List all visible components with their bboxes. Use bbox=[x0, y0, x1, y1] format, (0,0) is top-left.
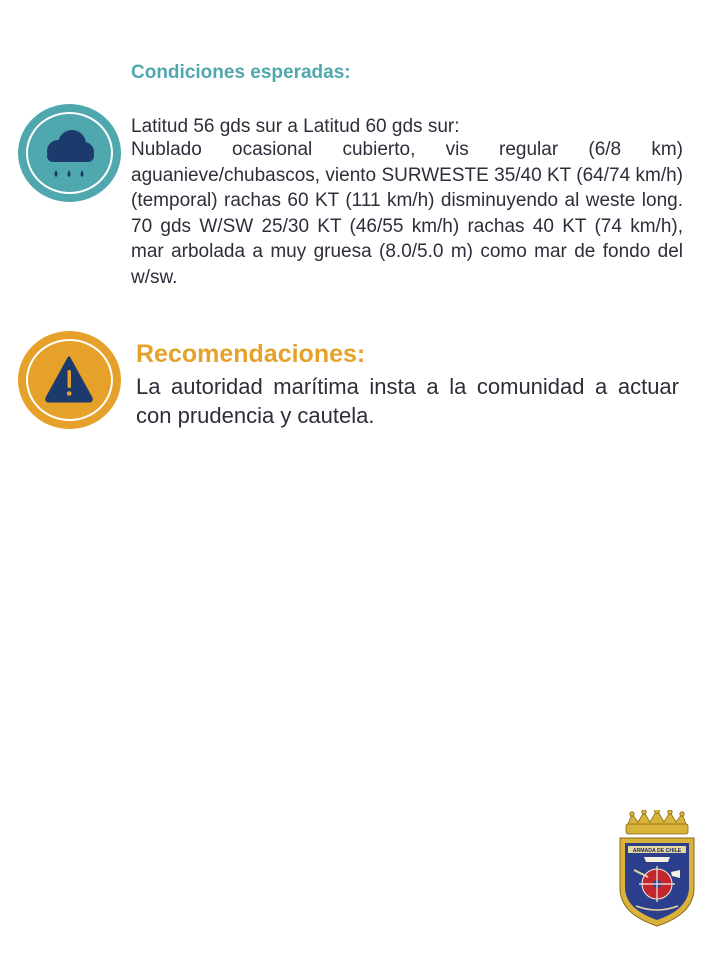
conditions-title: Condiciones esperadas: bbox=[131, 62, 351, 83]
rain-cloud-icon bbox=[18, 104, 121, 202]
warning-icon bbox=[18, 331, 121, 429]
recommendations-title: Recomendaciones: bbox=[136, 340, 366, 368]
recommendations-badge bbox=[18, 331, 121, 429]
recommendations-body: La autoridad marítima insta a la comunidad a actuar con prudencia y cautela. bbox=[136, 374, 679, 428]
conditions-latitude-range: Latitud 56 gds sur a Latitud 60 gds sur: bbox=[131, 116, 460, 137]
crest-text: ARMADA DE CHILE bbox=[632, 847, 682, 854]
navy-crest-icon bbox=[614, 810, 700, 928]
conditions-badge bbox=[18, 104, 121, 202]
conditions-body: Nublado ocasional cubierto, vis regular (6/8 km) aguanieve/chubascos, viento SURWESTE 35/40 KT (64/74 km/h) (temporal) rachas 60 KT (111 km/h) disminuyendo al weste long. 70 gds W/SW 25/30 KT (46/55 km/h) rachas 40 KT (74 km/h), mar arbolada a muy gruesa (8.0/5.0 m) como mar de fondo del w/sw. bbox=[131, 139, 683, 288]
